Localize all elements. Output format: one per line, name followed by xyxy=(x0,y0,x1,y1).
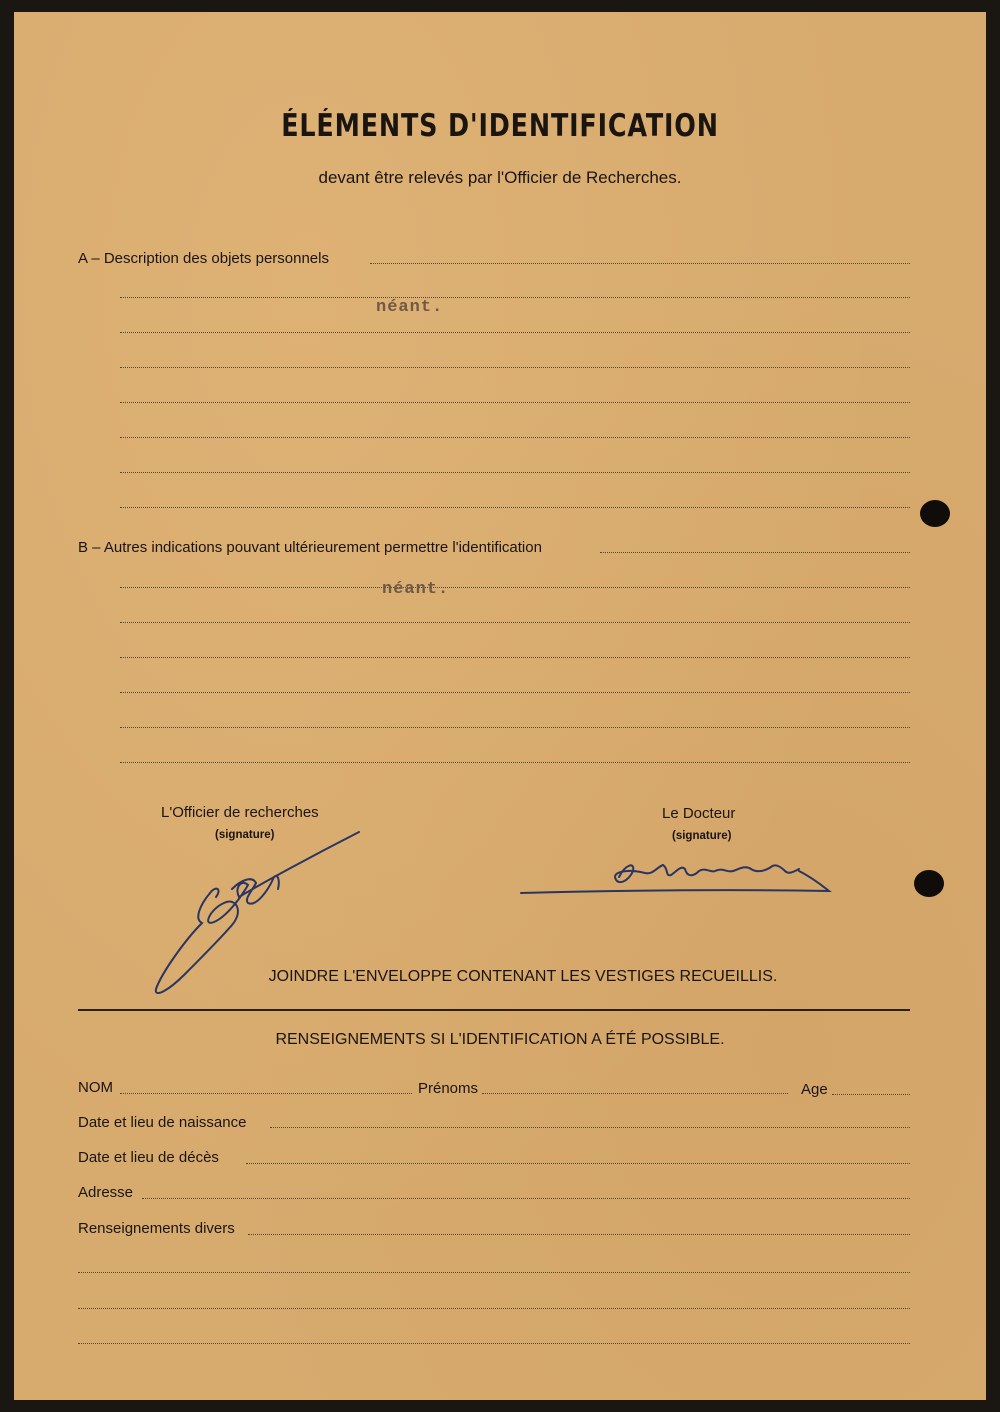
punch-hole-top xyxy=(920,500,950,527)
punch-hole-bottom xyxy=(914,870,944,897)
section-b-line-4[interactable] xyxy=(120,657,910,658)
prenoms-label: Prénoms xyxy=(418,1080,479,1097)
section-b-line-3[interactable] xyxy=(120,622,910,623)
section-a-line-4[interactable] xyxy=(120,367,910,368)
nom-field[interactable] xyxy=(120,1093,412,1094)
section-a-line-5[interactable] xyxy=(120,402,910,403)
section-a-line-8[interactable] xyxy=(120,507,910,508)
prenoms-field[interactable] xyxy=(482,1093,788,1094)
section-a-line-3[interactable] xyxy=(120,332,910,333)
section-a-label: A – Description des objets personnels xyxy=(78,250,329,267)
birth-label: Date et lieu de naissance xyxy=(78,1114,247,1131)
misc-label: Renseignements divers xyxy=(78,1220,235,1237)
misc-field-1[interactable] xyxy=(248,1234,910,1235)
enclose-note: JOINDRE L'ENVELOPPE CONTENANT LES VESTIGES RECUEILLIS. xyxy=(268,968,778,985)
address-label: Adresse xyxy=(78,1184,134,1201)
misc-field-4[interactable] xyxy=(78,1343,910,1344)
doctor-label: Le Docteur xyxy=(662,805,736,822)
section-a-line-7[interactable] xyxy=(120,472,910,473)
section-a-line-6[interactable] xyxy=(120,437,910,438)
section-b-line-5[interactable] xyxy=(120,692,910,693)
nom-label: NOM xyxy=(78,1079,113,1096)
doctor-signature xyxy=(519,847,839,907)
section-b-line-6[interactable] xyxy=(120,727,910,728)
form-subtitle: devant être relevés par l'Officier de Recherches. xyxy=(318,168,682,187)
section-b-line-2[interactable] xyxy=(120,587,910,588)
misc-field-3[interactable] xyxy=(78,1308,910,1309)
birth-field[interactable] xyxy=(270,1127,910,1128)
section-a-value: néant. xyxy=(376,298,444,317)
section-a-line-2[interactable] xyxy=(120,297,910,298)
age-field[interactable] xyxy=(832,1094,910,1095)
doctor-signature-note: (signature) xyxy=(672,830,732,842)
section-a-line-1[interactable] xyxy=(370,263,910,264)
age-label: Age xyxy=(801,1081,828,1098)
death-label: Date et lieu de décès xyxy=(78,1149,219,1166)
form-title: ÉLÉMENTS D'IDENTIFICATION xyxy=(281,108,719,144)
form-sheet xyxy=(14,12,986,1400)
section-b-line-1[interactable] xyxy=(600,552,910,553)
section-divider xyxy=(78,1009,910,1011)
officer-signature-note: (signature) xyxy=(215,829,275,841)
section-b-line-7[interactable] xyxy=(120,762,910,763)
info-heading: RENSEIGNEMENTS SI L'IDENTIFICATION A ÉTÉ POSSIBLE. xyxy=(275,1031,725,1048)
section-b-value: néant. xyxy=(382,580,450,599)
section-b-label: B – Autres indications pouvant ultérieurement permettre l'identification xyxy=(78,539,542,556)
address-field[interactable] xyxy=(142,1198,910,1199)
death-field[interactable] xyxy=(246,1163,910,1164)
officer-label: L'Officier de recherches xyxy=(161,804,319,821)
misc-field-2[interactable] xyxy=(78,1272,910,1273)
